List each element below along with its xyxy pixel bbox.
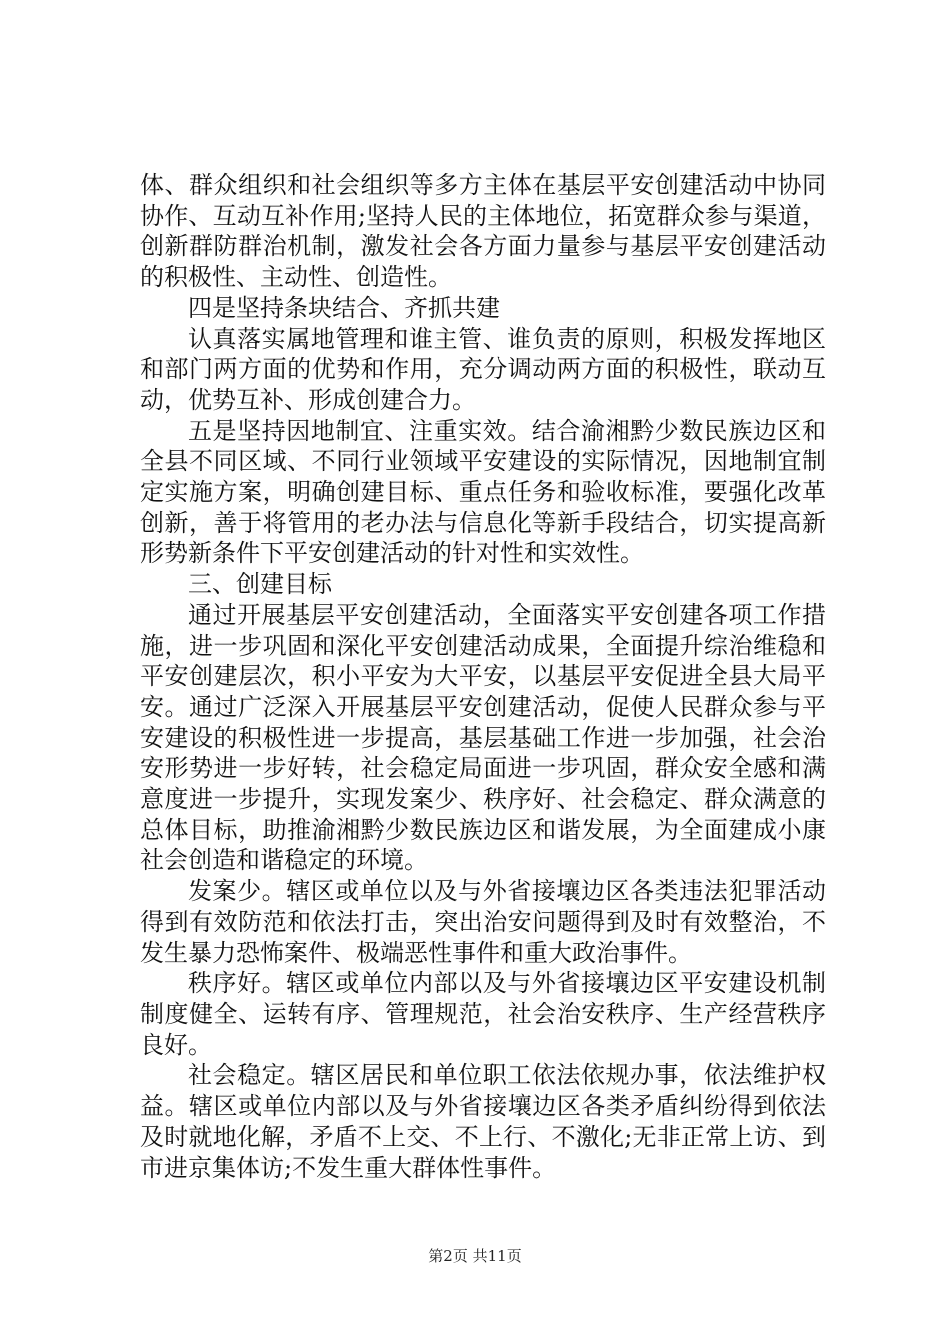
page-footer: 第2页 共11页: [428, 1247, 522, 1265]
paragraph: 通过开展基层平安创建活动，全面落实平安创建各项工作措施，进一步巩固和深化平安创建活动成果，全面提升综治维稳和平安创建层次，积小平安为大平安，以基层平安促进全县大局平安。通过广泛深入开展基层平安创建活动，促使人民群众参与平安建设的积极性进一步提高，基层基础工作进一步加强，社会治安形势进一步好转，社会稳定局面进一步巩固，群众安全感和满意度进一步提升，实现发案少、秩序好、社会稳定、群众满意的总体目标，助推渝湘黔少数民族边区和谐发展，为全面建成小康社会创造和谐稳定的环境。: [140, 600, 826, 875]
section-heading: 三、创建目标: [188, 570, 332, 599]
paragraph: 发案少。辖区或单位以及与外省接壤边区各类违法犯罪活动得到有效防范和依法打击，突出治安问题得到及时有效整治，不发生暴力恐怖案件、极端恶性事件和重大政治事件。: [140, 877, 826, 967]
paragraph: 社会稳定。辖区居民和单位职工依法依规办事，依法维护权益。辖区或单位内部以及与外省接壤边区各类矛盾纠纷得到依法及时就地化解，矛盾不上交、不上行、不激化;无非正常上访、到市进京集体访;不发生重大群体性事件。: [140, 1061, 826, 1182]
paragraph: 秩序好。辖区或单位内部以及与外省接壤边区平安建设机制制度健全、运转有序、管理规范，社会治安秩序、生产经营秩序良好。: [140, 969, 826, 1059]
paragraph: 认真落实属地管理和谁主管、谁负责的原则，积极发挥地区和部门两方面的优势和作用，充分调动两方面的积极性，联动互动，优势互补、形成创建合力。: [140, 324, 826, 414]
section-heading: 四是坚持条块结合、齐抓共建: [188, 293, 500, 322]
paragraph: 五是坚持因地制宜、注重实效。结合渝湘黔少数民族边区和全县不同区域、不同行业领域平安建设的实际情况，因地制宜制定实施方案，明确创建目标、重点任务和验收标准，要强化改革创新，善于将管用的老办法与信息化等新手段结合，切实提高新形势新条件下平安创建活动的针对性和实效性。: [140, 416, 826, 568]
document-body: [140, 170, 826, 1183]
paragraph: 体、群众组织和社会组织等多方主体在基层平安创建活动中协同协作、互动互补作用;坚持人民的主体地位，拓宽群众参与渠道，创新群防群治机制，激发社会各方面力量参与基层平安创建活动的积极性、主动性、创造性。: [140, 171, 826, 292]
